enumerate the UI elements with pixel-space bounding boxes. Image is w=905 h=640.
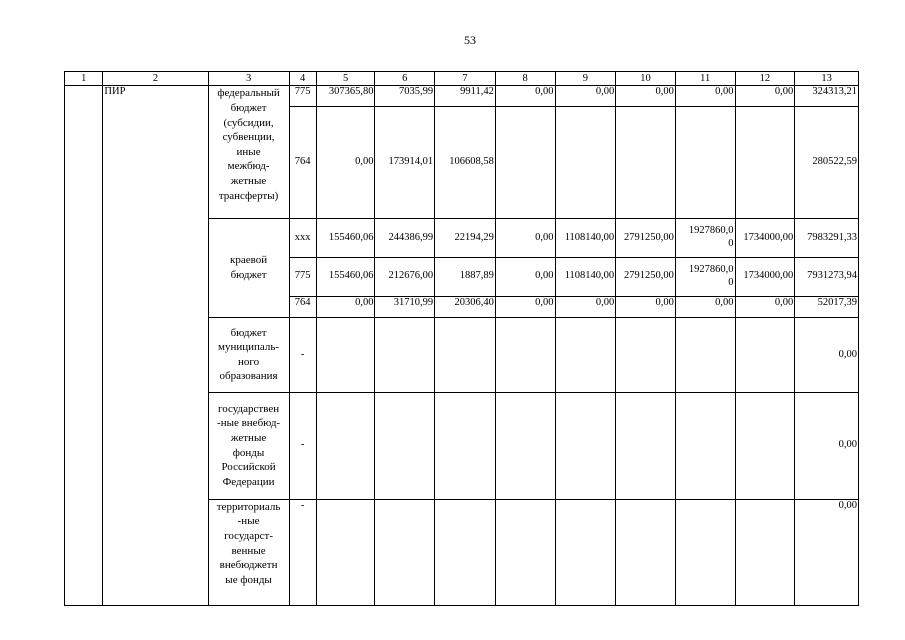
source-regional — [208, 219, 289, 318]
value-cell: 324313,21 — [795, 86, 859, 106]
source-line: субвенции, — [222, 131, 275, 144]
empty-cell — [675, 392, 735, 499]
header-cell: 4 — [289, 72, 316, 86]
code-cell: 764 — [289, 296, 316, 317]
value-cell: 0,00 — [795, 499, 859, 605]
value-cell: 0,00 — [795, 318, 859, 393]
value-cell: 1734000,00 — [735, 257, 795, 296]
value-cell: 0,00 — [675, 86, 735, 106]
empty-cell — [375, 318, 435, 393]
value-cell: 1734000,00 — [735, 219, 795, 258]
value-cell: 7983291,33 — [795, 219, 859, 258]
source-line: территориаль — [216, 500, 281, 513]
value-cell: 0,00 — [616, 296, 676, 317]
value-cell — [675, 219, 735, 258]
header-cell: 1 — [65, 72, 103, 86]
row-number-cell — [65, 86, 103, 606]
value-cell: 155460,06 — [316, 219, 375, 258]
source-line: межбюд- — [227, 160, 270, 173]
value-cell: 0,00 — [735, 86, 795, 106]
value-cell: 0,00 — [316, 106, 375, 218]
empty-cell — [375, 392, 435, 499]
source-territorial — [208, 499, 289, 605]
page-number: 53 — [464, 33, 476, 47]
empty-cell — [555, 499, 616, 605]
code-cell: - — [289, 392, 316, 499]
value-cell: 0,00 — [316, 296, 375, 317]
header-cell: 6 — [375, 72, 435, 86]
value-cell: 0,00 — [735, 296, 795, 317]
source-line: краевой — [230, 254, 268, 267]
code-cell: 775 — [289, 257, 316, 296]
value-cell: 20306,40 — [435, 296, 496, 317]
value-cell: 0,00 — [495, 296, 555, 317]
value-cell — [675, 257, 735, 296]
value-cell: 52017,39 — [795, 296, 859, 317]
empty-cell — [616, 392, 676, 499]
empty-cell — [555, 106, 616, 218]
value-part: 0 — [728, 276, 734, 288]
header-cell: 8 — [495, 72, 555, 86]
source-line: -ные — [237, 515, 260, 528]
value-cell: 1887,89 — [435, 257, 496, 296]
source-line: бюджет — [230, 326, 267, 339]
code-cell: 764 — [289, 106, 316, 218]
value-cell: 0,00 — [495, 257, 555, 296]
source-line: фонды — [232, 446, 265, 459]
empty-cell — [675, 499, 735, 605]
source-municipal — [208, 318, 289, 393]
empty-cell — [495, 499, 555, 605]
value-cell: 0,00 — [555, 296, 616, 317]
source-line: муниципаль- — [218, 341, 280, 354]
source-line: федеральный — [217, 87, 280, 100]
source-line: Российской — [221, 461, 276, 474]
code-cell: - — [289, 499, 316, 605]
empty-cell — [735, 499, 795, 605]
value-cell: 2791250,00 — [616, 219, 676, 258]
empty-cell — [316, 499, 375, 605]
value-cell: 0,00 — [795, 392, 859, 499]
budget-table — [64, 71, 859, 606]
value-part: 1927860,0 — [688, 264, 734, 276]
empty-cell — [555, 392, 616, 499]
source-line: иные — [236, 145, 261, 158]
source-line: жетные — [230, 432, 267, 445]
source-federal — [208, 86, 289, 219]
header-cell: 12 — [735, 72, 795, 86]
value-cell: 9911,42 — [435, 86, 496, 106]
empty-cell — [375, 499, 435, 605]
header-cell: 7 — [435, 72, 496, 86]
empty-cell — [675, 318, 735, 393]
value-cell: 2791250,00 — [616, 257, 676, 296]
empty-cell — [316, 318, 375, 393]
source-line: (субсидии, — [223, 116, 274, 129]
value-cell: 212676,00 — [375, 257, 435, 296]
empty-cell — [435, 499, 496, 605]
source-line: внебюджетн — [219, 559, 278, 572]
empty-cell — [435, 392, 496, 499]
empty-cell — [735, 318, 795, 393]
value-cell: 0,00 — [555, 86, 616, 106]
source-line: государствен — [218, 402, 280, 415]
code-cell: xxx — [289, 219, 316, 258]
value-cell: 0,00 — [616, 86, 676, 106]
source-line: -ные внебюд- — [217, 417, 281, 430]
header-cell: 5 — [316, 72, 375, 86]
table-row — [65, 86, 859, 106]
value-cell: 307365,80 — [316, 86, 375, 106]
source-line: Федерации — [222, 475, 275, 488]
value-part: 1927860,0 — [688, 225, 734, 237]
code-cell: - — [289, 318, 316, 393]
value-part: 0 — [728, 237, 734, 249]
value-cell: 1108140,00 — [555, 219, 616, 258]
value-cell: 1108140,00 — [555, 257, 616, 296]
value-cell: 0,00 — [675, 296, 735, 317]
empty-cell — [495, 392, 555, 499]
value-cell: 173914,01 — [375, 106, 435, 218]
value-cell: 31710,99 — [375, 296, 435, 317]
source-line: образования — [219, 370, 278, 383]
empty-cell — [316, 392, 375, 499]
value-cell: 7931273,94 — [795, 257, 859, 296]
value-cell: 0,00 — [495, 219, 555, 258]
source-line: венные — [231, 544, 266, 557]
source-line: бюджет — [230, 269, 267, 282]
empty-cell — [616, 318, 676, 393]
project-name: ПИР — [103, 86, 208, 606]
value-cell: 7035,99 — [375, 86, 435, 106]
source-line: трансферты) — [218, 189, 279, 202]
header-cell: 9 — [555, 72, 616, 86]
empty-cell — [616, 106, 676, 218]
empty-cell — [495, 106, 555, 218]
value-cell: 22194,29 — [435, 219, 496, 258]
source-line: ного — [238, 355, 260, 368]
empty-cell — [435, 318, 496, 393]
empty-cell — [495, 318, 555, 393]
empty-cell — [735, 106, 795, 218]
header-row — [65, 72, 859, 86]
code-cell: 775 — [289, 86, 316, 106]
value-cell: 280522,59 — [795, 106, 859, 218]
header-cell: 10 — [616, 72, 676, 86]
value-cell: 244386,99 — [375, 219, 435, 258]
source-line: ые фонды — [225, 573, 272, 586]
empty-cell — [675, 106, 735, 218]
value-cell: 106608,58 — [435, 106, 496, 218]
header-cell: 3 — [208, 72, 289, 86]
header-cell: 13 — [795, 72, 859, 86]
value-cell: 0,00 — [495, 86, 555, 106]
source-line: государст- — [224, 530, 273, 543]
empty-cell — [616, 499, 676, 605]
header-cell: 2 — [103, 72, 208, 86]
source-line: жетные — [230, 175, 267, 188]
value-cell: 155460,06 — [316, 257, 375, 296]
empty-cell — [735, 392, 795, 499]
header-cell: 11 — [675, 72, 735, 86]
empty-cell — [555, 318, 616, 393]
source-state-funds — [208, 392, 289, 499]
source-line: бюджет — [230, 101, 267, 114]
